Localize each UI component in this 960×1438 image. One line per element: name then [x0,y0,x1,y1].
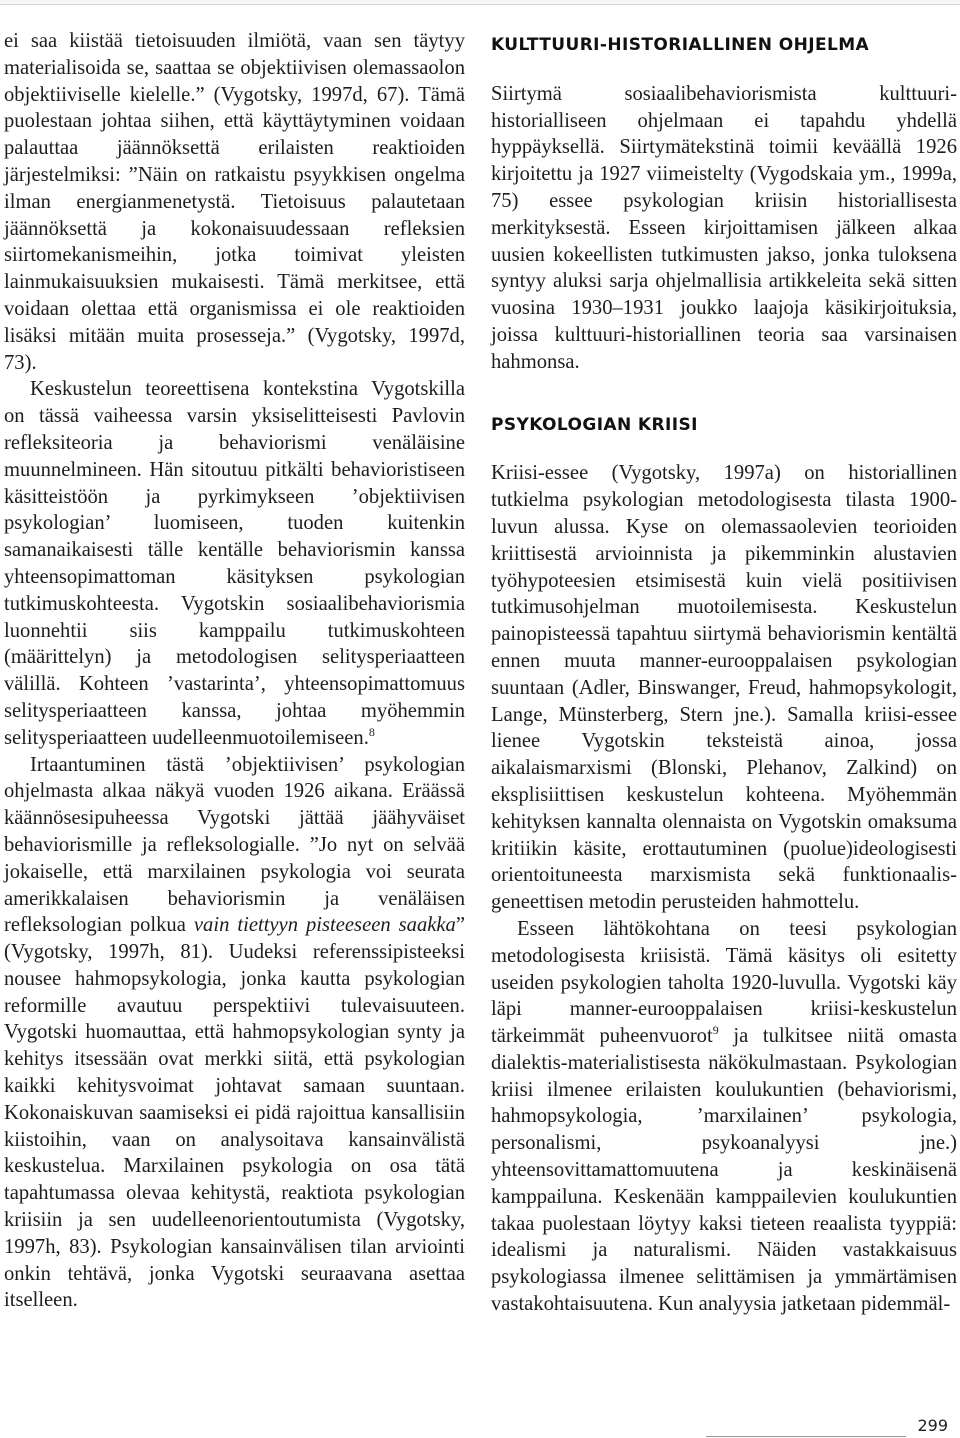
left-paragraph-3-text-b: ” (Vygotsky, 1997h, 81). Uudeksi referenssipisteeksi nousee hahmopsykologia, jonka kautta psykologian reformille avautuu perspektiivi tulevaisuuteen. Vygotski huomauttaa, että hahmopsykologian synty ja kehitys itsessään ovat merkki siitä, että psykologian kaikki kehitysvoimat johtavat samaan suuntaan. Kokonaiskuvan saamiseksi ei pidä rajoittua kansallisiin kiistoihin, vaan on analysoitava kansainvälistä keskustelua. Marxilainen psykologia on osa tätä tapahtumassa olevaa kehitystä, reaktiota psykologian kriisiin ja sen uudelleenorientoutumista (Vygotsky, 1997h, 83). Psykologian kansainvälisen tilan arviointi onkin tehtävä, jonka Vygotski seuraavana asettaa itselleen. [4,914,465,1312]
left-column [4,28,465,1314]
left-paragraph-3 [4,752,465,1315]
left-paragraph-3-text-a: Irtaantuminen tästä ’objektiivisen’ psykologian ohjelmasta alkaa näkyä vuoden 1926 aikana. Eräässä käännösesipuheessa Vygotski jättää jäähyväiset behaviorismille ja refleksologialle. ”Jo nyt on selvää jokaiselle, että marxilainen psykologia voi seurata amerikkalaisen behaviorismin ja venäläisen refleksologian polkua [4,753,465,937]
left-paragraph-1: ei saa kiistää tietoisuuden ilmiötä, vaan sen täytyy materialisoida se, saattaa se objektiivisen olemassaolon objektiiviselle kielelle.” (Vygotsky, 1997d, 67). Tämä puolestaan johtaa siihen, että käyttäytyminen voidaan palauttaa jäännöksettä erilaisten reaktioiden järjestelmiksi: ”Näin on ratkaistu psyykkisen ongelma ilman energianmenetystä. Tietoisuus palautetaan jäännöksettä ja kokonaisuudessaan refleksien siirtomekanismeihin, jotka toimivat yleisten lainmukaisuuksien mukaisesti. Tämä merkitsee, että voidaan olettaa että organismissa ei ole reaktioiden lisäksi mitään muita prosesseja.” (Vygotsky, 1997d, 73). [4,30,465,374]
left-paragraph-2-text: Keskustelun teoreettisena kontekstina Vygotskilla on tässä vaiheessa varsin yksiselitteisesti Pavlovin refleksiteoria ja behaviorismi venäläisine muunnelmineen. Hän sitoutuu pitkälti behavioristiseen käsitteistöön ja pyrkimykseen ’objektiivisen psykologian’ luomiseen, tuoden kuitenkin samanaikaisesti tälle kentälle behaviorismin kanssa yhteensopimattoman käsityksen psykologian tutkimuskohteesta. Vygotskin sosiaalibehaviorismia luonnehtii siis kamppailu tutkimuskohteen (määrittelyn) ja metodologisen selitysperiaatteen välillä. Kohteen ’vastarinta’, yhteensopimattomuus selitysperiaatteen kanssa, johtaa myöhemmin selitysperiaatteen uudelleenmuotoilemiseen. [4,378,465,749]
left-paragraph-3-emphasis: vain tiettyyn pisteeseen saakka [193,914,456,937]
page-number: 299 [917,1416,948,1435]
section-heading-psykologian-kriisi: PSYKOLOGIAN KRIISI [491,414,698,435]
left-paragraph-2 [4,376,465,751]
right-paragraph-1: Siirtymä sosiaalibehaviorismista kulttuuri-historialliseen ohjelmaan ei tapahdu yhdellä hyppäyksellä. Siirtymätekstinä toimii keväällä 1926 kirjoitettu ja 1927 viimeistelty (Vygodskaia ym., 1999a, 75) essee psykologian kriisin historiallisesta merkityksestä. Esseen kirjoittamisen jälkeen alkaa uusien kokeellisten tutkimusten jakso, jonka tuloksena syntyy aluksi sarja ohjelmallisia artikkeleita sekä sitten vuosina 1930–1931 joukko laajoja käsikirjoituksia, joissa kulttuuri-historiallinen teoria saa varsinaisen hahmonsa. [491,82,957,373]
right-paragraph-2: Kriisi-essee (Vygotsky, 1997a) on historiallinen tutkielma psykologian metodologisesta tilasta 1900-luvun alussa. Kyse on olemassaolevien teorioiden kriittisestä arvioinnista ja pikemminkin alustavien työhypoteesien etsimisestä kuin vielä positiivisen tutkimusohjelman muotoilemisesta. Keskustelun painopisteessä tapahtuu siirtymä behaviorismin kentältä ennen muuta manner-eurooppalaisen psykologian suuntaan (Adler, Binswanger, Freud, hahmopsykologit, Lange, Münsterberg, Stern jne.). Samalla kriisi-essee lienee Vygotskin teksteistä ainoa, jossa aikalaismarxismi (Blonski, Plehanov, Zalkind) on eksplisiittisen keskustelun kohteena. Myöhemmän kehityksen kannalta olennaista on Vygotskin omaksuma kritiikin käsite, erottautuminen (puolue)ideologisesti orientoituneesta marxismista sekä funktionaalis-geneettisen metodin perusteiden hahmottelu. [491,462,957,914]
page-top-edge [0,0,960,5]
right-column [491,28,957,1318]
footer-rule [706,1436,906,1437]
right-paragraph-3-text-a: Esseen lähtökohtana on teesi psykologian metodologisesta kriisistä. Tämä käsitys oli esitetty useiden psykologien taholta 1920-luvulla. Vygotski käy läpi manner-eurooppalaisen kriisi-keskustelun tärkeimmät puheenvuorot [491,917,957,1048]
right-paragraph-3 [491,916,957,1318]
section-heading-kulttuuri-historiallinen: KULTTUURI-HISTORIALLINEN OHJELMA [491,35,870,55]
right-paragraph-3-text-b: ja tulkitsee niitä omasta dialektis-materialistisesta näkökulmastaan. Psykologian kriisi ilmenee erilaisten koulukuntien (behaviorismi, hahmopsykologia, ’marxilainen’ psykologia, personalismi, psykoanalyysi jne.) yhteensovittamattomuutena ja keskinäisenä kamppailuna. Keskenään kamppailevien koulukuntien takaa puolestaan löytyy kaksi tieteen reaalista tyyppiä: idealismi ja naturalismi. Näiden vastakkaisuus psykologiassa ilmenee selittämisen ja ymmärtämisen vastakohtaisuutena. Kun analyysia jatketaan pidemmäl- [491,1025,957,1316]
footnote-ref-9: 9 [712,1023,719,1038]
footnote-ref-8: 8 [368,724,375,739]
